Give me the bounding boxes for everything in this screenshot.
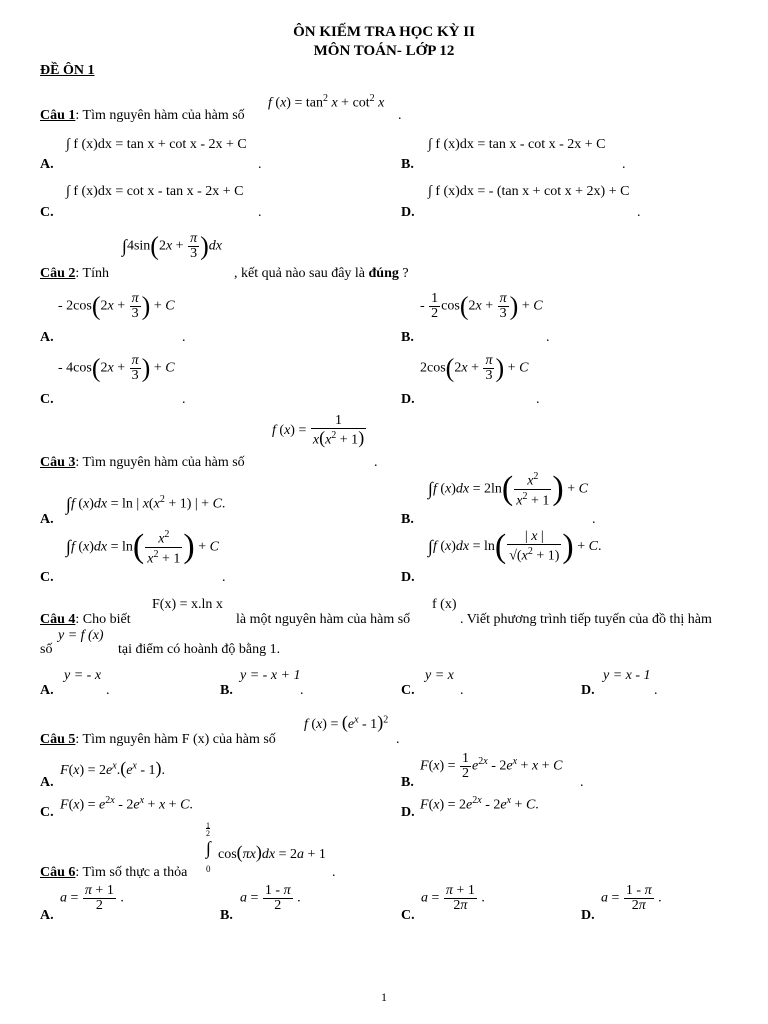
q5-option-a[interactable]: $F(x) = 2e^x.(e^x - 1)$. xyxy=(60,758,166,778)
q6-text: : Tìm số thực a thỏa xyxy=(75,865,188,880)
q5-function: f $(x) = (e^x - 1)^2$ xyxy=(304,712,389,732)
q5-option-c-letter[interactable]: C. xyxy=(40,805,54,820)
q4-y: y = f (x) xyxy=(58,628,104,643)
q6-option-b-letter[interactable]: B. xyxy=(220,908,233,923)
q3-period: . xyxy=(374,455,378,470)
q3-option-a[interactable]: ∫f (x)dx = ln | $x(x^2 + 1)$ | + C. xyxy=(66,494,226,514)
q2-option-c[interactable]: - 4cos(2x + $\frac{\pi}{3}$ ) + C xyxy=(58,353,175,383)
q4-option-b[interactable]: y = - x + 1 xyxy=(240,668,301,683)
exam-label: ĐỀ ÔN 1 xyxy=(40,63,95,78)
q2-option-a-dot: . xyxy=(182,330,186,345)
q1-option-b-dot: . xyxy=(622,157,626,172)
q2-option-b[interactable]: - $\frac{1}{2}$ cos(2x + $\frac{\pi}{3}$ ) + C xyxy=(420,291,543,321)
q4-option-d[interactable]: y = x - 1 xyxy=(603,668,651,683)
q1-function: f $(x) = \tan^2 x + \cot^2 x$ xyxy=(268,93,385,111)
q4-option-c-dot: . xyxy=(460,683,464,698)
q4-option-d-letter[interactable]: D. xyxy=(581,683,595,698)
q4-text4: số xyxy=(40,642,53,657)
q3-option-b[interactable]: ∫f (x)dx = 2ln( $\frac{x^2}{x^2 + 1}$ ) + C xyxy=(428,470,588,509)
q6-option-a[interactable]: a = $\frac{\pi + 1}{2}$ . xyxy=(60,883,124,913)
q2-stem-tail xyxy=(234,266,409,282)
q4-option-d-dot: . xyxy=(654,683,658,698)
q1-option-a-letter[interactable]: A. xyxy=(40,157,54,172)
q4-stem-1 xyxy=(40,612,131,628)
q2-label: Câu 2 xyxy=(40,266,76,281)
q4-option-c[interactable]: y = x xyxy=(425,668,454,683)
q3-option-b-dot: . xyxy=(592,512,596,527)
q2-stem xyxy=(40,266,109,282)
q5-option-b-dot: . xyxy=(580,775,584,790)
q3-option-a-letter[interactable]: A. xyxy=(40,512,54,527)
q2-option-b-letter[interactable]: B. xyxy=(401,330,414,345)
title-line-2: MÔN TOÁN- LỚP 12 xyxy=(313,43,455,59)
q5-label: Câu 5 xyxy=(40,732,76,747)
q5-option-d[interactable]: $F(x) = 2e^{2x} - 2e^x + C$. xyxy=(420,795,539,813)
q4-option-a[interactable]: y = - x xyxy=(64,668,102,683)
q1-option-d-dot: . xyxy=(637,205,641,220)
q3-option-c[interactable]: ∫f (x)dx = ln( $\frac{x^2}{x^2 + 1}$ ) + C xyxy=(66,528,219,567)
q6-option-c-letter[interactable]: C. xyxy=(401,908,415,923)
q6-option-c[interactable]: a = $\frac{\pi + 1}{2\pi}$ . xyxy=(421,883,485,913)
q2-text-before: : Tính xyxy=(75,266,109,281)
q2-option-c-dot: . xyxy=(182,392,186,407)
q3-text: : Tìm nguyên hàm của hàm số xyxy=(75,455,245,470)
q4-option-a-letter[interactable]: A. xyxy=(40,683,54,698)
q1-option-c[interactable]: ∫ f (x)dx = cot x - tan x - 2x + C xyxy=(66,184,244,199)
q6-stem xyxy=(40,865,187,881)
title-line-1: ÔN KIẾM TRA HỌC KỲ II xyxy=(293,24,475,40)
q5-option-b-letter[interactable]: B. xyxy=(401,775,414,790)
q3-label: Câu 3 xyxy=(40,455,76,470)
q2-emphasis: đúng xyxy=(368,266,399,281)
q5-period: . xyxy=(396,732,400,747)
q3-option-d-letter[interactable]: D. xyxy=(401,570,415,585)
q4-label: Câu 4 xyxy=(40,612,76,627)
q2-text-after: , kết quả nào sau đây là xyxy=(234,266,366,281)
q1-label: Câu 1 xyxy=(40,108,76,123)
q1-option-d-letter[interactable]: D. xyxy=(401,205,415,220)
q5-text: : Tìm nguyên hàm F (x) của hàm số xyxy=(75,732,276,747)
q1-stem xyxy=(40,108,245,124)
q3-option-d[interactable]: ∫f (x)dx = ln( $\frac{| x |}{√(x^2 + 1)}$ ) + C. xyxy=(428,528,602,565)
q6-option-a-letter[interactable]: A. xyxy=(40,908,54,923)
q4-F: F(x) = x.ln x xyxy=(152,597,223,612)
q6-option-b[interactable]: a = $\frac{1 - \pi}{2}$ . xyxy=(240,883,301,913)
q1-option-a-dot: . xyxy=(258,157,262,172)
q4-text5: tại điểm có hoành độ bằng 1. xyxy=(118,642,281,657)
q4-option-b-letter[interactable]: B. xyxy=(220,683,233,698)
q5-option-d-letter[interactable]: D. xyxy=(401,805,415,820)
q1-option-d[interactable]: ∫ f (x)dx = - (tan x + cot x + 2x) + C xyxy=(428,184,630,199)
q5-stem xyxy=(40,732,276,748)
q3-option-c-letter[interactable]: C. xyxy=(40,570,54,585)
q4-text3: . Viết phương trình tiếp tuyến của đồ thị hàm xyxy=(460,612,712,627)
q3-option-c-dot: . xyxy=(222,570,226,585)
q2-option-a-letter[interactable]: A. xyxy=(40,330,54,345)
page-number: 1 xyxy=(381,990,387,1004)
q3-stem xyxy=(40,455,245,471)
q4-option-b-dot: . xyxy=(300,683,304,698)
q2-option-b-dot: . xyxy=(546,330,550,345)
q4-text2: là một nguyên hàm của hàm số xyxy=(236,612,411,627)
q5-option-b[interactable]: F(x) = $\frac{1}{2}$ $e^{2x} - 2e^x + x + C$ xyxy=(420,751,563,781)
q5-option-c[interactable]: $F(x) = e^{2x} - 2e^x + x + C$. xyxy=(60,795,193,813)
q3-option-b-letter[interactable]: B. xyxy=(401,512,414,527)
q2-option-d[interactable]: 2cos(2x + $\frac{\pi}{3}$ ) + C xyxy=(420,353,529,383)
q4-option-c-letter[interactable]: C. xyxy=(401,683,415,698)
q6-option-d[interactable]: a = $\frac{1 - \pi}{2\pi}$ . xyxy=(601,883,662,913)
q1-option-b-letter[interactable]: B. xyxy=(401,157,414,172)
q6-option-d-letter[interactable]: D. xyxy=(581,908,595,923)
q4-option-a-dot: . xyxy=(106,683,110,698)
q1-text: : Tìm nguyên hàm của hàm số xyxy=(75,108,245,123)
q2-option-d-letter[interactable]: D. xyxy=(401,392,415,407)
q2-option-a[interactable]: - 2cos(2x + $\frac{\pi}{3}$ ) + C xyxy=(58,291,175,321)
q1-option-c-letter[interactable]: C. xyxy=(40,205,54,220)
q5-option-a-letter[interactable]: A. xyxy=(40,775,54,790)
q3-function: f (x) = $\frac{1}{x(x^2 + 1)}$ xyxy=(272,413,365,448)
q1-option-b[interactable]: ∫ f (x)dx = tan x - cot x - 2x + C xyxy=(428,137,606,152)
q6-label: Câu 6 xyxy=(40,865,76,880)
q6-period: . xyxy=(332,865,336,880)
q2-integral: ∫4sin(2x + $\frac{\pi}{3}$ )dx xyxy=(122,231,222,261)
q2-option-c-letter[interactable]: C. xyxy=(40,392,54,407)
q4-f: f (x) xyxy=(432,597,457,612)
q1-option-c-dot: . xyxy=(258,205,262,220)
q4-text1: : Cho biết xyxy=(75,612,131,627)
q2-option-d-dot: . xyxy=(536,392,540,407)
q2-end: ? xyxy=(402,266,409,281)
q1-period: . xyxy=(398,108,402,123)
q1-option-a[interactable]: ∫ f (x)dx = tan x + cot x - 2x + C xyxy=(66,137,247,152)
